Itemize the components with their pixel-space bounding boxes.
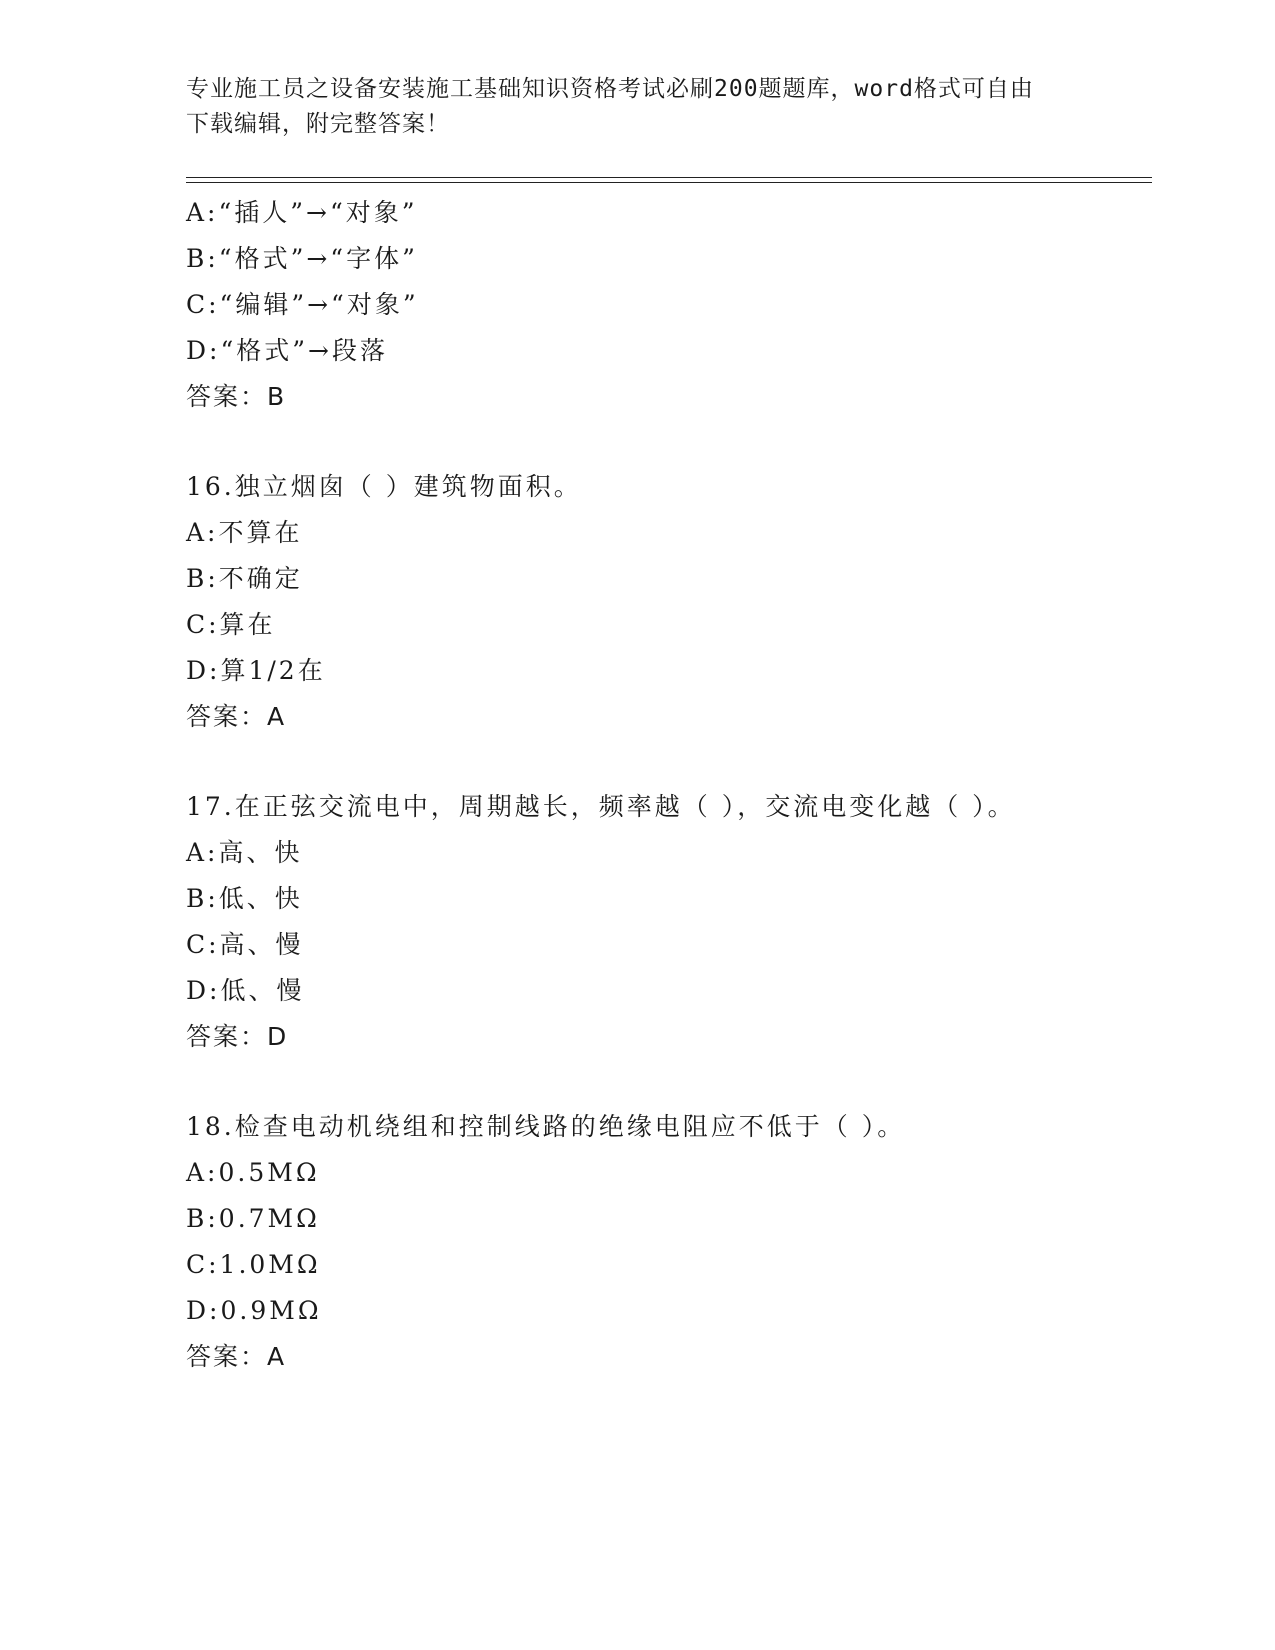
header-line-2: 下载编辑，附完整答案！ [186, 111, 450, 137]
question-stem: 18.检查电动机绕组和控制线路的绝缘电阻应不低于（ ）。 [186, 1112, 906, 1141]
option-b: B:低、快 [186, 884, 303, 913]
question-stem: 16.独立烟囱（ ）建筑物面积。 [186, 472, 582, 501]
partial-question-block [186, 190, 1152, 420]
document-header [186, 72, 1086, 142]
question-18-block [186, 1104, 1152, 1380]
option-c: C:算在 [186, 610, 276, 639]
header-divider-top [186, 177, 1152, 178]
option-a: A:高、快 [186, 838, 303, 867]
option-d: D:算1/2在 [186, 656, 326, 685]
option-b: B:“格式”→“字体” [186, 244, 418, 273]
option-d: D:“格式”→段落 [186, 336, 388, 365]
header-divider-bottom [186, 182, 1152, 183]
answer-line: 答案：D [186, 1022, 289, 1051]
question-list [186, 190, 1152, 1380]
option-b: B:不确定 [186, 564, 303, 593]
question-stem: 17.在正弦交流电中，周期越长，频率越（ ），交流电变化越（ ）。 [186, 792, 1016, 821]
option-c: C:高、慢 [186, 930, 304, 959]
header-line-1: 专业施工员之设备安装施工基础知识资格考试必刷200题题库，word格式可自由 [186, 76, 1034, 102]
question-16-block [186, 464, 1152, 740]
option-a: A:不算在 [186, 518, 303, 547]
answer-line: 答案：A [186, 1342, 287, 1371]
question-17-block [186, 784, 1152, 1060]
answer-line: 答案：A [186, 702, 287, 731]
option-a: A:“插人”→“对象” [186, 198, 418, 227]
option-c: C:1.0MΩ [186, 1250, 321, 1279]
option-d: D:0.9MΩ [186, 1296, 322, 1325]
option-c: C:“编辑”→“对象” [186, 290, 419, 319]
answer-line: 答案：B [186, 382, 287, 411]
option-d: D:低、慢 [186, 976, 305, 1005]
option-b: B:0.7MΩ [186, 1204, 320, 1233]
option-a: A:0.5MΩ [186, 1158, 320, 1187]
